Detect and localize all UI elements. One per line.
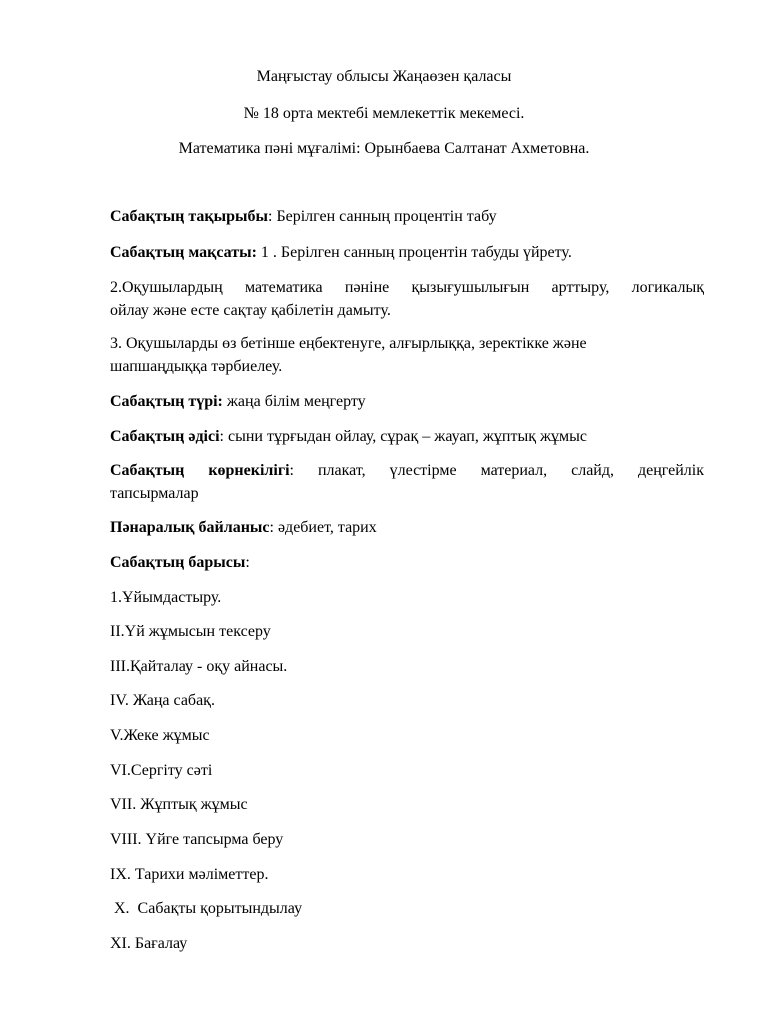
lesson-visual-aids-value: : плакат, үлестірме материал, слайд, деңгейлік	[289, 462, 704, 479]
goal-3-line-2: шапшаңдыққа тәрбиелеу.	[110, 358, 283, 375]
goal-2-line-1: 2.Оқушылардың математика пәніне қызығушылығын арттыру, логикалық	[110, 279, 704, 296]
lesson-method-value: : сыни тұрғыдан ойлау, сұрақ – жауап, жұптық жұмыс	[219, 428, 588, 445]
progress-item: XI. Бағалау	[110, 935, 188, 952]
progress-item: 1.Ұйымдастыру.	[110, 589, 222, 606]
lesson-goal-label: Сабақтың мақсаты:	[110, 244, 257, 261]
lesson-goal	[110, 244, 704, 262]
progress-item: V.Жеке жұмыс	[110, 727, 210, 744]
lesson-topic-label: Сабақтың тақырыбы	[110, 208, 268, 225]
progress-item: VI.Сергіту сәті	[110, 762, 213, 779]
lesson-type-label: Сабақтың түрі:	[110, 393, 223, 410]
lesson-method-label: Сабақтың әдісі	[110, 428, 220, 445]
goal-2-line-2: ойлау және есте сақтау қабілетін дамыту.	[110, 302, 391, 319]
progress-item: IV. Жаңа сабақ.	[110, 692, 215, 709]
region-city-line: Маңғыстау облысы Жаңаөзен қаласы	[256, 68, 512, 85]
lesson-topic-value: : Берілген санның процентін табу	[268, 208, 497, 225]
lesson-topic	[110, 208, 704, 226]
interdisciplinary-link-label: Пәнаралық байланыс	[110, 519, 270, 536]
progress-item: X. Сабақты қорытындылау	[110, 900, 303, 917]
progress-item: IX. Тарихи мәліметтер.	[110, 866, 269, 883]
lesson-type-value: жаңа білім меңгерту	[222, 393, 366, 410]
interdisciplinary-link	[110, 519, 704, 537]
progress-item: VII. Жұптық жұмыс	[110, 796, 248, 813]
lesson-visual-aids	[110, 462, 704, 480]
lesson-progress-label: Сабақтың барысы	[110, 554, 246, 571]
progress-item: II.Үй жұмысын тексеру	[110, 623, 271, 640]
progress-item: III.Қайталау - оқу айнасы.	[110, 658, 288, 675]
lesson-visual-aids-label: Сабақтың көрнекілігі	[110, 462, 290, 479]
lesson-method	[110, 428, 704, 446]
interdisciplinary-link-value: : әдебиет, тарих	[269, 519, 377, 536]
teacher-line: Математика пәні мұғалімі: Орынбаева Салтанат Ахметовна.	[178, 140, 590, 157]
goal-3-line-1: 3. Оқушыларды өз бетінше еңбектенуге, алғырлыққа, зеректікке және	[110, 335, 587, 352]
lesson-visual-aids-line-2: тапсырмалар	[110, 485, 199, 502]
lesson-progress-colon: :	[245, 554, 250, 571]
school-name-line: № 18 орта мектебі мемлекеттік мекемесі.	[243, 105, 525, 122]
lesson-goal-value: 1 . Берілген санның процентін табуды үйрету.	[256, 244, 572, 261]
lesson-type	[110, 393, 704, 411]
progress-item: VIII. Үйге тапсырма беру	[110, 831, 284, 848]
lesson-progress-heading	[110, 554, 704, 572]
